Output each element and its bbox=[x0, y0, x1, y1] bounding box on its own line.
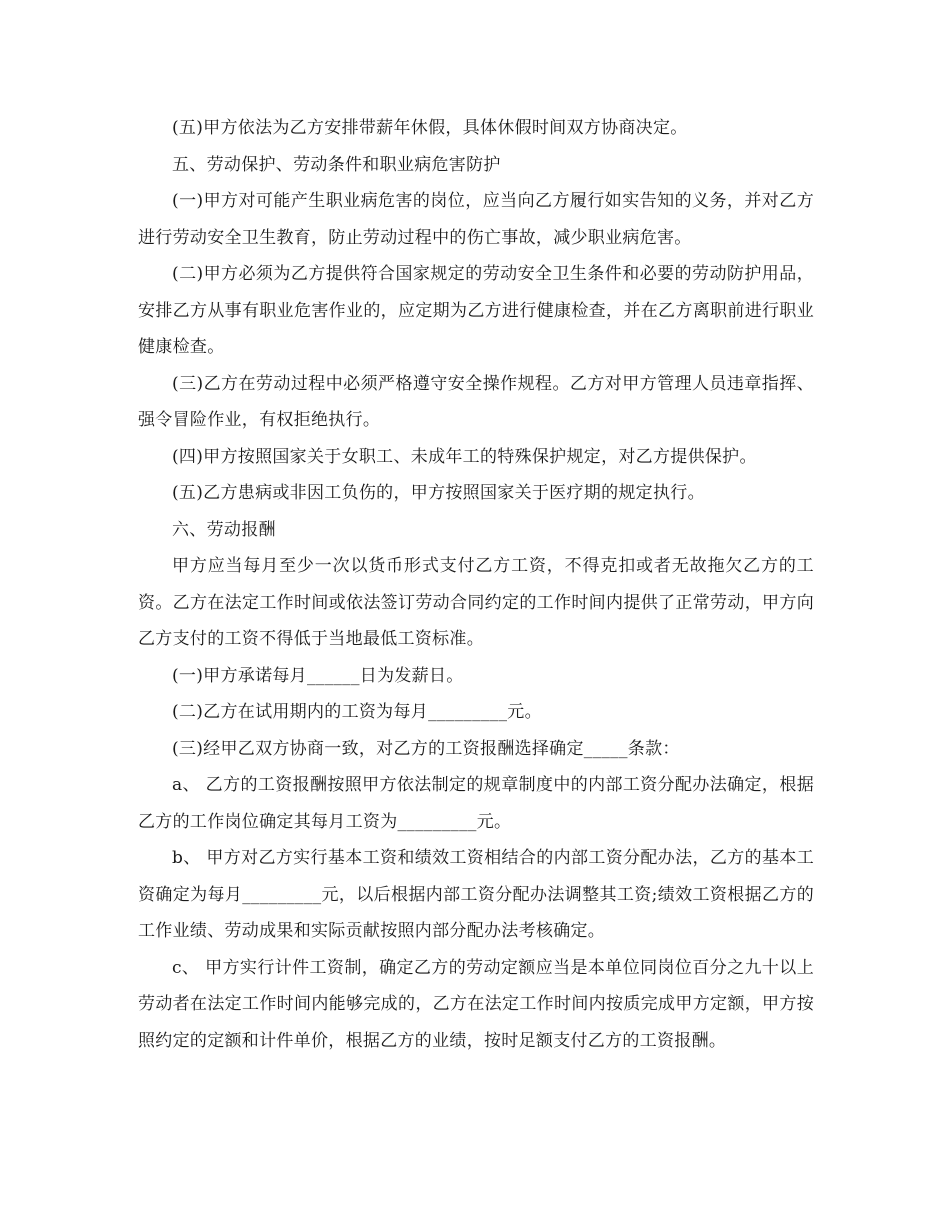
clause-safety-rules: (三)乙方在劳动过程中必须严格遵守安全操作规程。乙方对甲方管理人员违章指挥、强令冒险作业，有权拒绝执行。 bbox=[138, 373, 814, 430]
section-heading-labor-protection: 五、劳动保护、劳动条件和职业病危害防护 bbox=[172, 154, 501, 175]
clause-wage-option-select: (三)经甲乙双方协商一致，对乙方的工资报酬选择确定_____条款： bbox=[172, 738, 680, 759]
clause-payday: (一)甲方承诺每月______日为发薪日。 bbox=[172, 665, 464, 686]
clause-probation-wage: (二)乙方在试用期内的工资为每月_________元。 bbox=[172, 702, 542, 722]
clause-medical-period: (五)乙方患病或非因工负伤的，甲方按照国家关于医疗期的规定执行。 bbox=[172, 483, 705, 503]
clause-option-a: a、 乙方的工资报酬按照甲方依法制定的规章制度中的内部工资分配办法确定，根据乙方的工作岗位确定其每月工资为_________元。 bbox=[138, 775, 814, 832]
clause-option-b: b、 甲方对乙方实行基本工资和绩效工资相结合的内部工资分配办法，乙方的基本工资确定为每月_________元，以后根据内部工资分配办法调整其工资;绩效工资根据乙方的工作业绩、劳动成果和实际贡献按照内部分配办法考核确定。 bbox=[138, 848, 814, 941]
clause-hazard-notice: (一)甲方对可能产生职业病危害的岗位，应当向乙方履行如实告知的义务，并对乙方进行劳动安全卫生教育，防止劳动过程中的伤亡事故，减少职业病危害。 bbox=[138, 191, 814, 248]
document-page bbox=[138, 110, 814, 1059]
section-heading-remuneration: 六、劳动报酬 bbox=[172, 519, 276, 540]
clause-safety-conditions: (二)甲方必须为乙方提供符合国家规定的劳动安全卫生条件和必要的劳动防护用品，安排乙方从事有职业危害作业的，应定期为乙方进行健康检查，并在乙方离职前进行职业健康检查。 bbox=[138, 264, 814, 357]
clause-option-c: c、 甲方实行计件工资制，确定乙方的劳动定额应当是本单位同岗位百分之九十以上劳动者在法定工作时间内能够完成的，乙方在法定工作时间内按质完成甲方定额，甲方按照约定的定额和计件单价，根据乙方的业绩，按时足额支付乙方的工资报酬。 bbox=[138, 957, 814, 1051]
clause-wage-payment: 甲方应当每月至少一次以货币形式支付乙方工资，不得克扣或者无故拖欠乙方的工资。乙方在法定工作时间或依法签订劳动合同约定的工作时间内提供了正常劳动，甲方向乙方支付的工资不得低于当地最低工资标准。 bbox=[138, 556, 814, 649]
clause-annual-leave: (五)甲方依法为乙方安排带薪年休假，具体休假时间双方协商决定。 bbox=[172, 118, 688, 138]
clause-special-protection: (四)甲方按照国家关于女职工、未成年工的特殊保护规定，对乙方提供保护。 bbox=[172, 446, 757, 467]
